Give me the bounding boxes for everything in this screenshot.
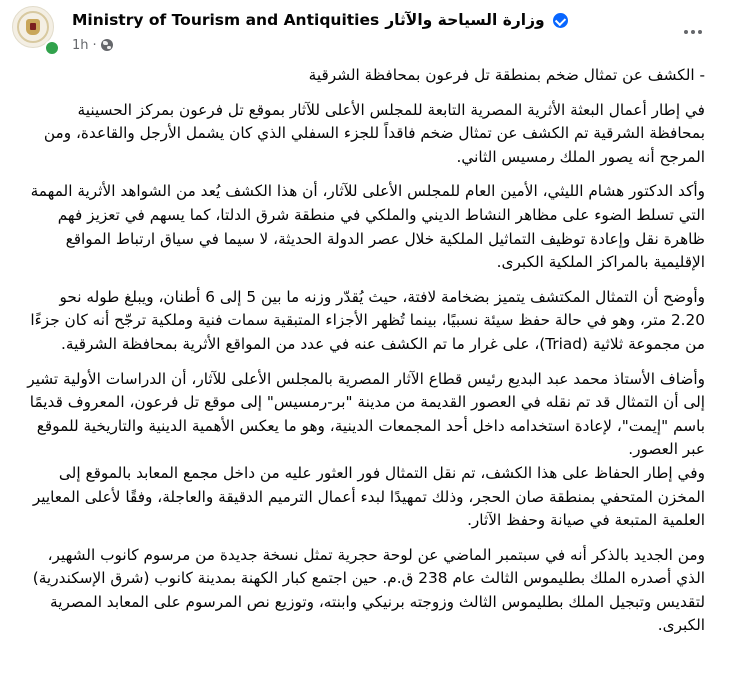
verified-badge-icon — [553, 13, 568, 28]
more-options-icon-dot — [684, 30, 688, 34]
eagle-emblem-icon — [26, 19, 40, 35]
author-name-en[interactable]: Ministry of Tourism and Antiquities — [72, 11, 380, 29]
post-paragraph: ومن الجديد بالذكر أنه في سبتمبر الماضي عن لوحة حجرية تمثل نسخة جديدة من مرسوم كانوب الشهير، الذي أصدره الملك بطليموس الثالث عام 238 ق.م. حين اجتمع كبار الكهنة بمدينة كانوب (شرق الإسكندرية) لتقديس وتبجيل الملك بطليموس الثالث وزوجته برنيكي وابنته، وتوزيع نص المرسوم على المعابد المصرية الكبرى. — [32, 545, 705, 635]
post-paragraph: وفي إطار الحفاظ على هذا الكشف، تم نقل التمثال فور العثور عليه من داخل مجمع المعابد بالموقع إلى المخزن المتحفي بمنطقة صان الحجر، وذلك تمهيدًا لبدء أعمال الترميم الدقيقة والعاجلة، وفقًا لأعلى المعايير العلمية المتبعة في صيانة وحفظ الآثار. — [32, 463, 705, 530]
post-header — [0, 0, 733, 60]
meta-separator: · — [92, 37, 97, 53]
post-headline: - الكشف عن تمثال ضخم بمنطقة تل فرعون بمحافظة الشرقية — [308, 66, 705, 84]
post-paragraph: وأكد الدكتور هشام الليثي، الأمين العام للمجلس الأعلى للآثار، أن هذا الكشف يُعد من الشواهد الأثرية المهمة التي تسلط الضوء على مظاهر النشاط الديني والملكي في منطقة شرق الدلتا، كما يسهم في تعزيز فهم ظاهرة نقل وإعادة توظيف التماثيل الملكية خلال عصر الدولة الحديثة، لا سيما في سياق ارتباط المواقع الإقليمية بالمراكز الملكية الكبرى. — [30, 182, 705, 272]
post-paragraph: في إطار أعمال البعثة الأثرية المصرية التابعة للمجلس الأعلى للآثار بموقع تل فرعون بمركز الحسينية بمحافظة الشرقية تم الكشف عن تمثال ضخم فاقداً للجزء السفلي الذي كان يشمل الأرجل والقاعدة، ومن المرجح أنه يصور الملك رمسيس الثاني. — [43, 100, 705, 166]
author-name-ar[interactable]: وزارة السياحة والآثار — [385, 11, 545, 29]
globe-icon[interactable] — [101, 39, 113, 51]
author-name[interactable] — [72, 8, 568, 32]
more-options-icon-dot — [698, 30, 702, 34]
more-options-button[interactable] — [675, 20, 711, 44]
post-paragraph: وأوضح أن التمثال المكتشف يتميز بضخامة لافتة، حيث يُقدّر وزنه ما بين 5 إلى 6 أطنان، ويبلغ طوله نحو 2.20 متر، وهو في حالة حفظ سيئة نسبيًا، بينما تُظهر الأجزاء المتبقية سمات فنية وملكية ترجّح أنه كان جزءًا من مجموعة ثلاثية (Triad)، على غرار ما تم الكشف عنه في عدد من المواقع الأثرية بمحافظة الشرقية. — [30, 287, 705, 353]
post-meta — [72, 36, 113, 54]
more-options-icon-dot — [691, 30, 695, 34]
post-paragraph: وأضاف الأستاذ محمد عبد البديع رئيس قطاع الآثار المصرية بالمجلس الأعلى للآثار، أن الدراسات الأولية تشير إلى أن التمثال قد تم نقله في العصور القديمة من مدينة "بر-رمسيس" إلى موقع تل فرعون، المعروف قديمًا باسم "إيمت"، لإعادة استخدامه داخل أحد المجمعات الدينية، وهو ما يعكس الأهمية الدينية والتاريخية للموقع عبر العصور. — [27, 369, 705, 459]
online-status-dot — [44, 40, 60, 56]
post-timestamp[interactable]: 1h — [72, 37, 89, 53]
post-text — [22, 64, 705, 649]
